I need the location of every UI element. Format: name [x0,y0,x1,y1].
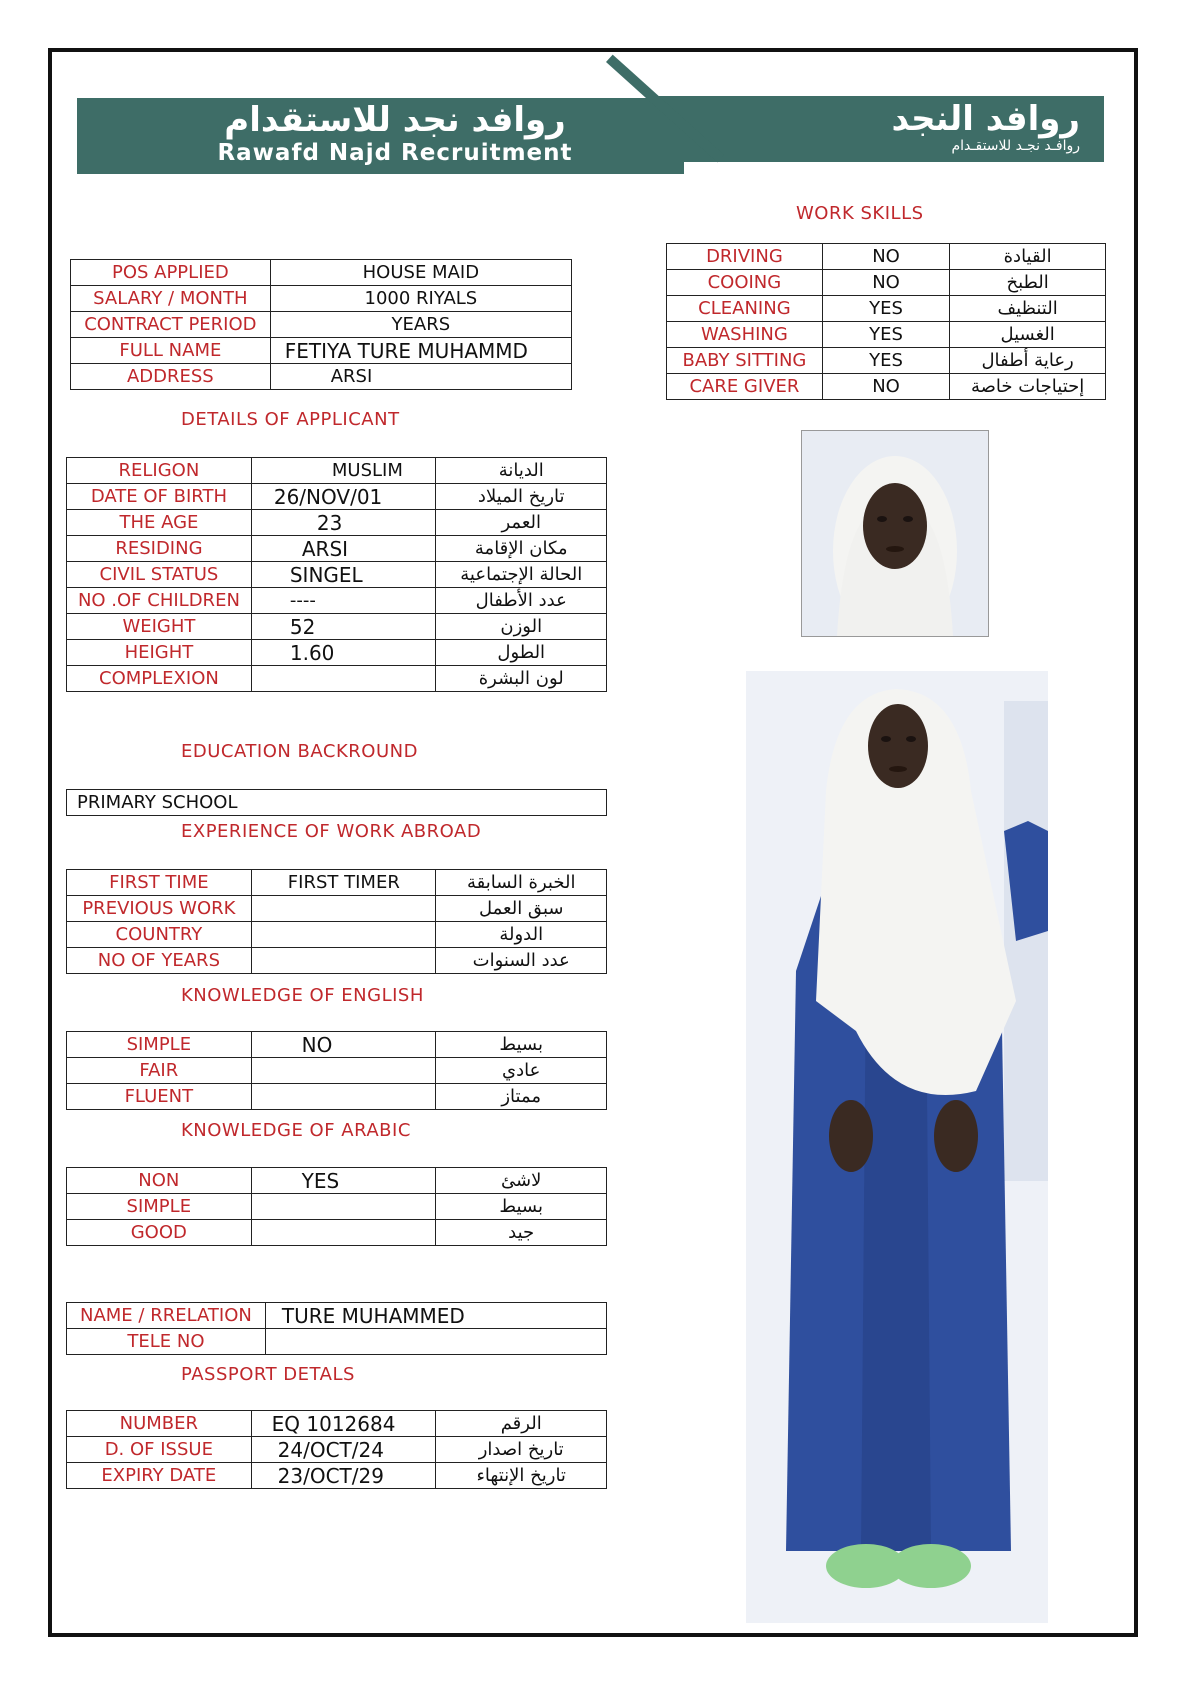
table-row [71,364,572,390]
passport-arabic: الرقم [436,1411,607,1437]
detail-arabic: مكان الإقامة [436,536,607,562]
detail-arabic: الديانة [436,458,607,484]
skill-arabic: الطبخ [950,270,1106,296]
english-arabic: عادي [436,1058,607,1084]
row-value: FETIYA TURE MUHAMMD [270,338,571,364]
header-english-title: Rawafd Najd Recruitment [217,140,573,166]
english-label: SIMPLE [67,1032,252,1058]
row-label: FULL NAME [71,338,271,364]
table-row [67,562,607,588]
detail-value: ---- [251,588,436,614]
education-value: PRIMARY SCHOOL [67,790,607,816]
skill-arabic: إحتياجات خاصة [950,374,1106,400]
row-label: POS APPLIED [71,260,271,286]
skill-label: CARE GIVER [667,374,823,400]
arabic-arabic: جيد [436,1220,607,1246]
experience-value [251,896,436,922]
header-arabic-title: روافد نجد للاستقدام [224,100,566,140]
skill-label: BABY SITTING [667,348,823,374]
table-row [667,296,1106,322]
experience-label: FIRST TIME [67,870,252,896]
skill-label: WASHING [667,322,823,348]
detail-value: 23 [251,510,436,536]
detail-arabic: لون البشرة [436,666,607,692]
english-table [66,1031,607,1110]
table-row [67,1437,607,1463]
passport-arabic: تاريخ اصدار [436,1437,607,1463]
skill-label: CLEANING [667,296,823,322]
relation-table [66,1302,607,1355]
table-row [67,614,607,640]
details-title: DETAILS OF APPLICANT [181,409,400,430]
english-value: NO [251,1032,436,1058]
table-row [67,484,607,510]
detail-label: RESIDING [67,536,252,562]
skill-value: NO [822,270,949,296]
table-row [67,1032,607,1058]
table-row [67,666,607,692]
detail-label: DATE OF BIRTH [67,484,252,510]
relation-label: NAME / RRELATION [67,1303,266,1329]
arabic-value [251,1194,436,1220]
table-row [67,588,607,614]
arabic-arabic: لاشئ [436,1168,607,1194]
table-row [67,1084,607,1110]
detail-label: COMPLEXION [67,666,252,692]
experience-arabic: الدولة [436,922,607,948]
logo-text: روافد النجد [891,99,1080,139]
row-value: YEARS [270,312,571,338]
experience-value [251,922,436,948]
table-row [67,458,607,484]
detail-label: WEIGHT [67,614,252,640]
skill-value: YES [822,322,949,348]
experience-label: PREVIOUS WORK [67,896,252,922]
detail-arabic: الوزن [436,614,607,640]
skill-label: DRIVING [667,244,823,270]
work-skills-table [666,243,1106,400]
relation-value: TURE MUHAMMED [265,1303,606,1329]
table-row [667,374,1106,400]
table-row [667,322,1106,348]
detail-value: SINGEL [251,562,436,588]
passport-label: EXPIRY DATE [67,1463,252,1489]
experience-title: EXPERIENCE OF WORK ABROAD [181,821,482,842]
detail-label: RELIGON [67,458,252,484]
table-row [67,1303,607,1329]
table-row [71,286,572,312]
arabic-title: KNOWLEDGE OF ARABIC [181,1120,411,1141]
table-row [67,948,607,974]
table-row [71,260,572,286]
experience-value [251,948,436,974]
company-logo [830,100,1080,155]
table-row [667,270,1106,296]
detail-arabic: تاريخ الميلاد [436,484,607,510]
applicant-portrait-photo [801,430,989,637]
arabic-value: YES [251,1168,436,1194]
skill-value: YES [822,348,949,374]
experience-label: NO OF YEARS [67,948,252,974]
table-row [67,510,607,536]
arabic-label: NON [67,1168,252,1194]
arabic-value [251,1220,436,1246]
relation-label: TELE NO [67,1329,266,1355]
detail-value: 1.60 [251,640,436,666]
passport-label: NUMBER [67,1411,252,1437]
education-title: EDUCATION BACKROUND [181,741,418,762]
table-row [67,1194,607,1220]
row-label: ADDRESS [71,364,271,390]
english-value [251,1084,436,1110]
detail-value: 52 [251,614,436,640]
english-label: FAIR [67,1058,252,1084]
experience-table [66,869,607,974]
skill-arabic: القيادة [950,244,1106,270]
table-row [71,312,572,338]
detail-arabic: العمر [436,510,607,536]
detail-value [251,666,436,692]
skill-value: YES [822,296,949,322]
row-label: SALARY / MONTH [71,286,271,312]
skill-arabic: التنظيف [950,296,1106,322]
skill-value: NO [822,374,949,400]
arabic-arabic: بسيط [436,1194,607,1220]
arabic-label: SIMPLE [67,1194,252,1220]
table-row [667,244,1106,270]
passport-label: D. OF ISSUE [67,1437,252,1463]
english-label: FLUENT [67,1084,252,1110]
table-row [67,1329,607,1355]
arabic-table [66,1167,607,1246]
row-value: HOUSE MAID [270,260,571,286]
experience-arabic: سبق العمل [436,896,607,922]
table-row [67,922,607,948]
detail-label: NO .OF CHILDREN [67,588,252,614]
passport-value: 23/OCT/29 [251,1463,436,1489]
skill-value: NO [822,244,949,270]
logo-subtext: روافـد نجـد للاستقـدام [951,138,1080,154]
detail-arabic: الحالة الإجتماعية [436,562,607,588]
detail-value: 26/NOV/01 [251,484,436,510]
relation-value [265,1329,606,1355]
detail-value: ARSI [251,536,436,562]
english-arabic: بسيط [436,1032,607,1058]
detail-label: CIVIL STATUS [67,562,252,588]
passport-table [66,1410,607,1489]
arabic-label: GOOD [67,1220,252,1246]
row-value: 1000 RIYALS [270,286,571,312]
application-table [70,259,572,390]
row-value: ARSI [270,364,571,390]
table-row [67,896,607,922]
table-row [67,1411,607,1437]
detail-arabic: عدد الأطفال [436,588,607,614]
experience-label: COUNTRY [67,922,252,948]
english-value [251,1058,436,1084]
table-row [67,1220,607,1246]
detail-value: MUSLIM [251,458,436,484]
english-title: KNOWLEDGE OF ENGLISH [181,985,424,1006]
detail-arabic: الطول [436,640,607,666]
english-arabic: ممتاز [436,1084,607,1110]
table-row [667,348,1106,374]
education-table [66,789,607,816]
details-table [66,457,607,692]
experience-arabic: عدد السنوات [436,948,607,974]
table-row [67,640,607,666]
work-skills-title: WORK SKILLS [796,203,924,224]
table-row [67,870,607,896]
skill-label: COOING [667,270,823,296]
passport-value: EQ 1012684 [251,1411,436,1437]
passport-value: 24/OCT/24 [251,1437,436,1463]
passport-title: PASSPORT DETALS [181,1364,355,1385]
passport-arabic: تاريخ الإنتهاء [436,1463,607,1489]
detail-label: HEIGHT [67,640,252,666]
table-row [71,338,572,364]
table-row [67,536,607,562]
skill-arabic: الغسيل [950,322,1106,348]
skill-arabic: رعاية أطفال [950,348,1106,374]
applicant-full-body-photo [746,671,1048,1623]
table-row [67,1168,607,1194]
table-row [67,790,607,816]
experience-arabic: الخبرة السابقة [436,870,607,896]
table-row [67,1058,607,1084]
experience-value: FIRST TIMER [251,870,436,896]
table-row [67,1463,607,1489]
detail-label: THE AGE [67,510,252,536]
row-label: CONTRACT PERIOD [71,312,271,338]
